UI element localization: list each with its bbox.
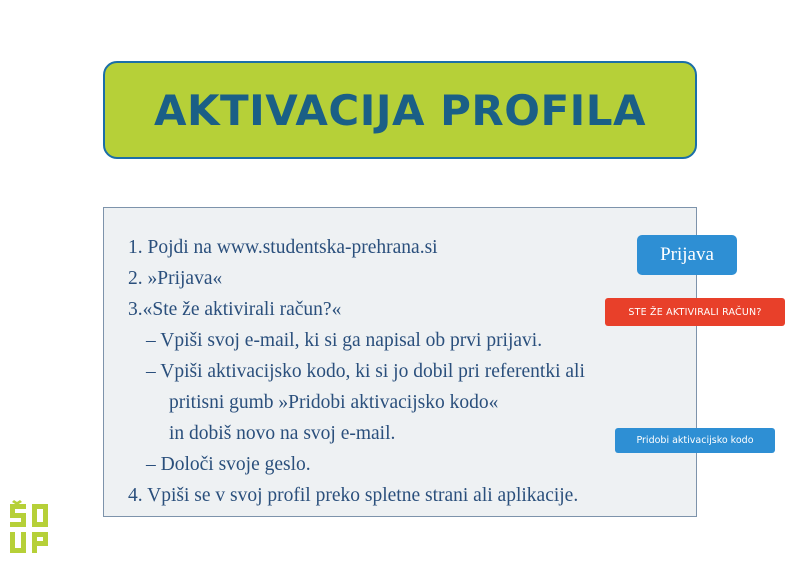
list-item: 2. »Prijava«: [128, 268, 223, 289]
page-title-banner: [103, 61, 697, 159]
list-item: – Določi svoje geslo.: [146, 454, 311, 475]
list-item: 1. Pojdi na www.studentska-prehrana.si: [128, 237, 438, 258]
soup-logo: [8, 500, 70, 560]
soup-logo-icon: [8, 500, 70, 560]
page-title: AKTIVACIJA PROFILA: [153, 85, 647, 135]
already-activated-button[interactable]: STE ŽE AKTIVIRALI RAČUN?: [605, 298, 785, 326]
list-item: – Vpiši aktivacijsko kodo, ki si jo dobil pri referentki ali: [146, 361, 585, 382]
list-item: in dobiš novo na svoj e-mail.: [169, 423, 396, 444]
login-button[interactable]: Prijava: [637, 235, 737, 275]
instruction-list: [128, 232, 668, 511]
list-item: – Vpiši svoj e-mail, ki si ga napisal ob prvi prijavi.: [146, 330, 543, 351]
list-item: pritisni gumb »Pridobi aktivacijsko kodo«: [169, 392, 499, 413]
list-item: 4. Vpiši se v svoj profil preko spletne strani ali aplikacije.: [128, 485, 579, 506]
list-item: 3.«Ste že aktivirali račun?«: [128, 299, 342, 320]
get-activation-code-button[interactable]: Pridobi aktivacijsko kodo: [615, 428, 775, 453]
